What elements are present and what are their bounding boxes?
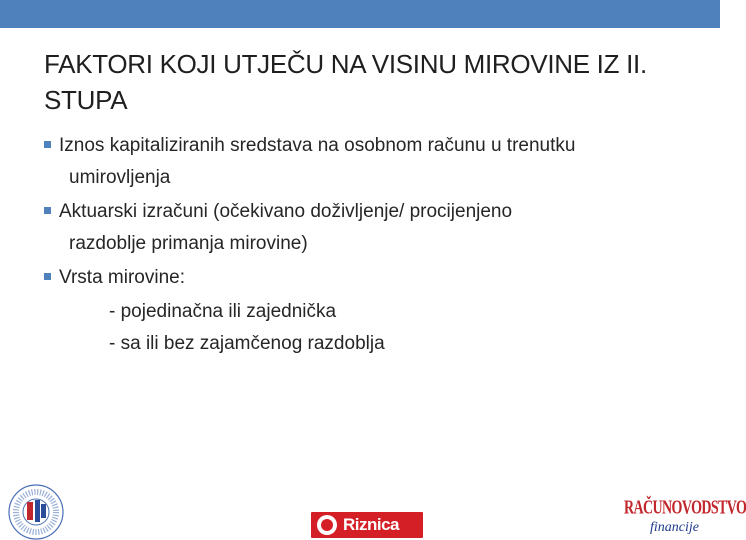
square-bullet-icon	[44, 141, 51, 148]
bullet-text: Iznos kapitaliziranih sredstava na osobnom računu u trenutku	[59, 135, 576, 156]
bullet-text-continued: razdoblje primanja mirovine)	[69, 233, 308, 254]
bullet-text: Vrsta mirovine:	[59, 267, 185, 288]
riznica-logo	[311, 512, 423, 538]
bullet-item	[44, 130, 684, 194]
slide-title: FAKTORI KOJI UTJEČU NA VISINU MIROVINE IZ II. STUPA	[44, 49, 647, 115]
racunovodstvo-logo	[624, 498, 746, 540]
riznica-logo-text: Riznica	[343, 515, 400, 534]
seal-logo	[0, 478, 72, 540]
sub-item: - sa ili bez zajamčenog razdoblja	[109, 333, 385, 354]
top-accent-bar	[0, 0, 720, 28]
bullet-item	[44, 262, 684, 294]
sub-item: - pojedinačna ili zajednička	[109, 301, 337, 322]
logo-word-secondary: financije	[650, 520, 699, 535]
logo-word-primary: RAČUNOVODSTVO	[624, 498, 746, 519]
bullet-text-continued: umirovljenja	[69, 167, 171, 188]
slide-content	[44, 130, 684, 360]
square-bullet-icon	[44, 273, 51, 280]
square-bullet-icon	[44, 207, 51, 214]
bullet-item	[44, 196, 684, 260]
emblem-icon	[317, 515, 337, 535]
bullet-text: Aktuarski izračuni (očekivano doživljenje/ procijenjeno	[59, 201, 513, 222]
